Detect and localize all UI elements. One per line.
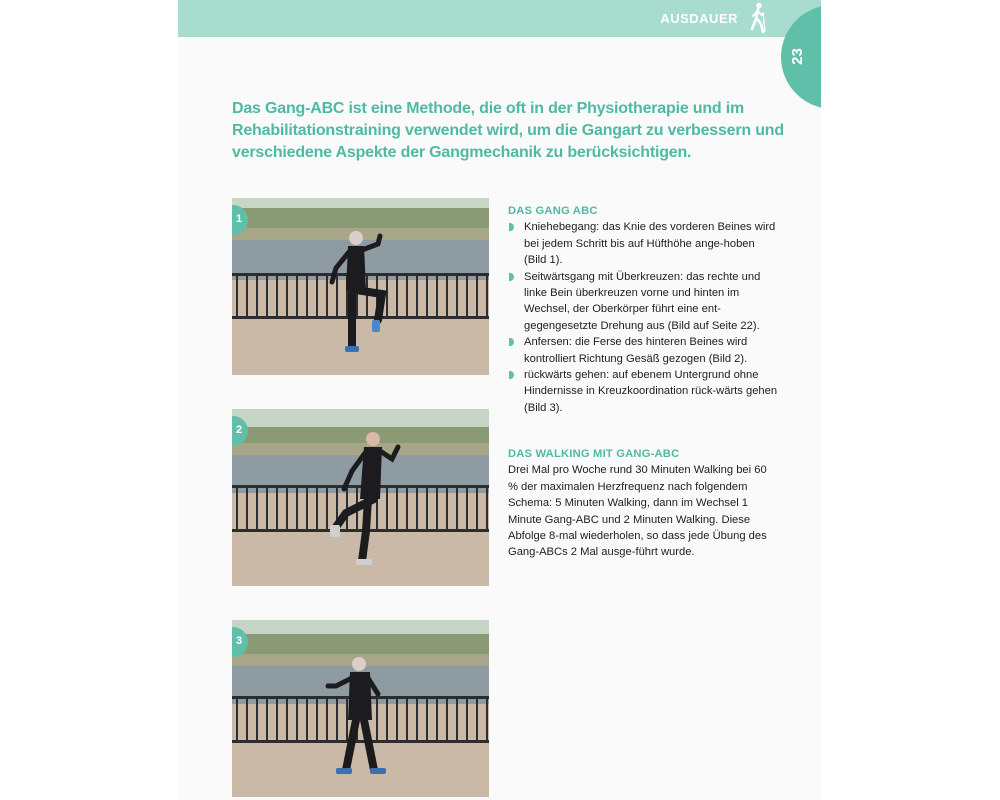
list-item-text: Seitwärtsgang mit Überkreuzen: das rechte und linke Bein überkreuzen vorne und hinten im Wechsel, der Oberkörper führt eine ent-gegengesetzte Drehung aus (Bild auf Seite 22). xyxy=(524,270,761,332)
photo-knee-raise xyxy=(232,198,489,375)
list-item-text: Anfersen: die Ferse des hinteren Beines wird kontrolliert Richtung Gesäß gezogen (Bild 2). xyxy=(524,336,748,365)
list-item xyxy=(508,219,778,268)
list-item xyxy=(508,269,778,335)
gang-abc-heading: DAS GANG ABC xyxy=(508,205,598,217)
intro-heading: Das Gang-ABC ist eine Methode, die oft in der Physiotherapie und im Rehabilitationstraining verwendet wird, um die Gangart zu verbessern und verschiedene Aspekte der Gangmechanik zu berücksichtigen. xyxy=(232,100,784,161)
bullet-icon xyxy=(509,371,514,379)
walking-body: Drei Mal pro Woche rund 30 Minuten Walking bei 60 % der maximalen Herzfrequenz nach folgendem Schema: 5 Minuten Walking, dann im Wechsel 1 Minute Gang-ABC und 2 Minuten Walking. Diese Abfolge 8-mal wiederholen, so dass jede Übung des Gang-ABCs 2 Mal ausge-führt wurde. xyxy=(508,464,767,559)
walking-person-icon xyxy=(747,2,769,34)
photo-badge: 2 xyxy=(232,416,248,446)
photo-badge: 3 xyxy=(232,627,248,657)
photo-heel-kick xyxy=(232,409,489,586)
gang-abc-section xyxy=(508,203,778,416)
photo-walking-backwards xyxy=(232,620,489,797)
page-number: 23 xyxy=(788,48,806,65)
gang-abc-list xyxy=(508,219,778,416)
header-band xyxy=(178,0,821,37)
book-page xyxy=(178,0,821,800)
bullet-icon xyxy=(509,338,514,346)
bullet-icon xyxy=(509,223,514,231)
walking-heading: DAS WALKING MIT GANG-ABC xyxy=(508,448,680,460)
walking-section xyxy=(508,446,778,561)
section-label: AUSDAUER xyxy=(660,11,738,26)
list-item xyxy=(508,367,778,416)
bullet-icon xyxy=(509,273,514,281)
list-item-text: Kniehebegang: das Knie des vorderen Beines wird bei jedem Schritt bis auf Hüfthöhe ange-hoben (Bild 1). xyxy=(524,221,776,267)
list-item-text: rückwärts gehen: auf ebenem Untergrund ohne Hindernisse in Kreuzkoordination rück-wärts gehen (Bild 3). xyxy=(524,369,778,414)
photo-badge: 1 xyxy=(232,205,248,235)
list-item xyxy=(508,334,778,367)
